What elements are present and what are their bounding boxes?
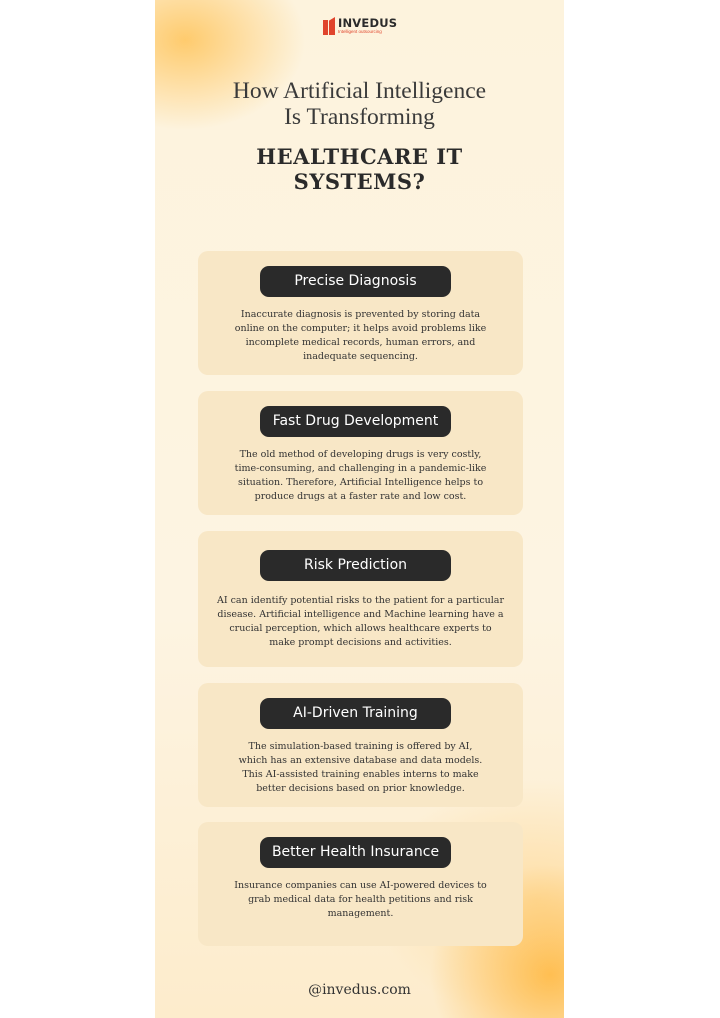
desc-line: Inaccurate diagnosis is prevented by storing data xyxy=(240,309,481,320)
desc-line: online on the computer; it helps avoid problems like xyxy=(234,323,487,334)
card-title: Risk Prediction xyxy=(260,550,451,581)
card-fast-drug-development xyxy=(198,391,523,515)
brand-logo[interactable] xyxy=(323,15,397,37)
card-title: Precise Diagnosis xyxy=(260,266,451,297)
desc-line: inadequate sequencing. xyxy=(303,351,418,362)
desc-line: The simulation-based training is offered by AI, xyxy=(248,741,473,752)
card-precise-diagnosis xyxy=(198,251,523,375)
desc-line: time-consuming, and challenging in a pandemic-like xyxy=(234,463,487,474)
card-description xyxy=(216,448,505,504)
footer-handle[interactable]: @invedus.com xyxy=(308,982,411,998)
card-title: Fast Drug Development xyxy=(260,406,451,437)
desc-line: This AI-assisted training enables interns to make xyxy=(242,769,479,780)
brand-name: INVEDUS xyxy=(338,15,398,30)
infographic xyxy=(155,0,564,1018)
desc-line: The old method of developing drugs is very costly, xyxy=(239,449,482,460)
desc-line: disease. Artificial intelligence and Machine learning have a xyxy=(217,609,504,620)
title-line: How Artificial Intelligence xyxy=(232,78,487,104)
card-better-health-insurance xyxy=(198,822,523,946)
desc-line: situation. Therefore, Artificial Intelligence helps to xyxy=(237,477,484,488)
card-title: Better Health Insurance xyxy=(260,837,451,868)
desc-line: which has an extensive database and data models. xyxy=(238,755,483,766)
card-title: AI-Driven Training xyxy=(260,698,451,729)
page-title xyxy=(155,78,564,130)
card-description xyxy=(216,879,505,921)
title-line: Is Transforming xyxy=(284,104,435,130)
card-description xyxy=(216,740,505,796)
card-description xyxy=(216,594,505,650)
desc-line: incomplete medical records, human errors, and xyxy=(245,337,476,348)
desc-line: management. xyxy=(327,908,394,919)
desc-line: Insurance companies can use AI-powered devices to xyxy=(234,880,487,891)
brand-tagline: Intelligent outsourcing xyxy=(338,29,382,34)
desc-line: better decisions based on prior knowledge. xyxy=(256,783,465,794)
page-subtitle xyxy=(155,144,564,194)
invedus-logo-icon xyxy=(323,17,335,35)
subtitle-line: HEALTHCARE IT xyxy=(256,144,463,169)
desc-line: AI can identify potential risks to the patient for a particular xyxy=(216,595,505,606)
subtitle-line: SYSTEMS? xyxy=(293,169,426,194)
card-description xyxy=(216,308,505,364)
desc-line: make prompt decisions and activities. xyxy=(269,637,452,648)
card-ai-driven-training xyxy=(198,683,523,807)
desc-line: produce drugs at a faster rate and low cost. xyxy=(254,491,467,502)
desc-line: crucial perception, which allows healthcare experts to xyxy=(229,623,492,634)
card-risk-prediction xyxy=(198,531,523,667)
desc-line: grab medical data for health petitions and risk xyxy=(248,894,473,905)
